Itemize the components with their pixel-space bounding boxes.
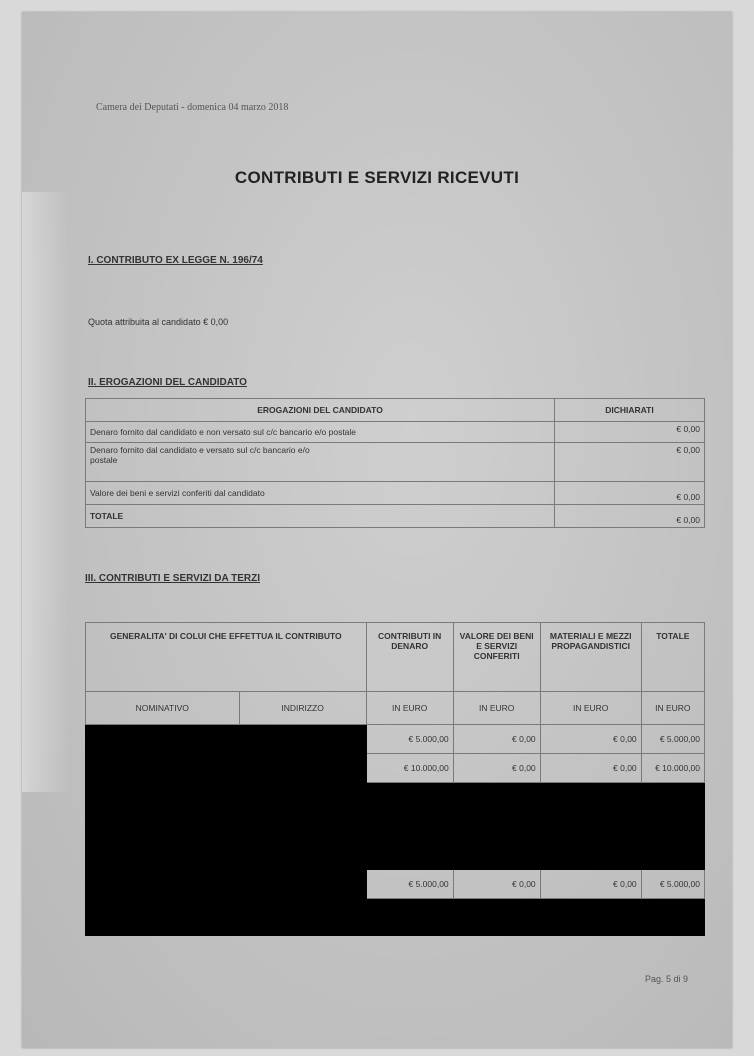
row-value: € 0,00 bbox=[555, 422, 705, 443]
row-label: Denaro fornito dal candidato e versato sul c/c bancario e/o postale bbox=[86, 443, 555, 482]
erogazioni-col-header: EROGAZIONI DEL CANDIDATO bbox=[86, 399, 555, 422]
materiali-value: € 0,00 bbox=[540, 754, 641, 783]
table-row bbox=[86, 783, 705, 870]
beni-value: € 0,00 bbox=[453, 754, 540, 783]
unit-label: IN EURO bbox=[540, 692, 641, 725]
total-value: € 0,00 bbox=[555, 505, 705, 528]
row-label: Valore dei beni e servizi conferiti dal candidato bbox=[86, 482, 555, 505]
page-number: Pag. 5 di 9 bbox=[644, 974, 688, 984]
denaro-value: € 10.000,00 bbox=[366, 754, 453, 783]
document-page bbox=[22, 12, 732, 1048]
row-value: € 0,00 bbox=[555, 443, 705, 482]
table-row bbox=[86, 725, 705, 754]
section-2-heading: II. EROGAZIONI DEL CANDIDATO bbox=[88, 377, 247, 388]
total-label: TOTALE bbox=[86, 505, 555, 528]
redacted-block bbox=[86, 870, 367, 899]
page-header: Camera dei Deputati - domenica 04 marzo 2018 bbox=[96, 102, 289, 113]
materiali-value: € 0,00 bbox=[540, 725, 641, 754]
row-value: € 0,00 bbox=[555, 482, 705, 505]
row-label: Denaro fornito dal candidato e non versato sul c/c bancario e/o postale bbox=[86, 422, 555, 443]
redacted-block bbox=[86, 899, 705, 936]
materiali-value: € 0,00 bbox=[540, 870, 641, 899]
unit-label: IN EURO bbox=[453, 692, 540, 725]
nominativo-header: NOMINATIVO bbox=[86, 692, 240, 725]
unit-label: IN EURO bbox=[641, 692, 704, 725]
denaro-value: € 5.000,00 bbox=[366, 870, 453, 899]
terzi-table bbox=[85, 622, 705, 936]
table-row bbox=[86, 482, 705, 505]
totale-value: € 5.000,00 bbox=[641, 870, 704, 899]
beni-value: € 0,00 bbox=[453, 725, 540, 754]
totale-value: € 10.000,00 bbox=[641, 754, 704, 783]
table-row bbox=[86, 754, 705, 783]
table-row bbox=[86, 422, 705, 443]
section-1-heading: I. CONTRIBUTO EX LEGGE N. 196/74 bbox=[88, 255, 263, 266]
beni-header: VALORE DEI BENI E SERVIZI CONFERITI bbox=[453, 623, 540, 692]
materiali-header: MATERIALI E MEZZI PROPAGANDISTICI bbox=[540, 623, 641, 692]
erogazioni-table bbox=[85, 398, 705, 528]
redacted-block bbox=[86, 754, 367, 783]
totale-value: € 5.000,00 bbox=[641, 725, 704, 754]
table-row bbox=[86, 870, 705, 899]
unit-label: IN EURO bbox=[366, 692, 453, 725]
page-title: CONTRIBUTI E SERVIZI RICEVUTI bbox=[234, 168, 520, 187]
totale-header: TOTALE bbox=[641, 623, 704, 692]
redacted-block bbox=[86, 783, 705, 870]
table-row bbox=[86, 443, 705, 482]
quota-text: Quota attribuita al candidato € 0,00 bbox=[88, 317, 229, 327]
table-row bbox=[86, 505, 705, 528]
dichiarati-col-header: DICHIARATI bbox=[555, 399, 705, 422]
generalita-header: GENERALITA' DI COLUI CHE EFFETTUA IL CONTRIBUTO bbox=[86, 623, 367, 692]
section-3-heading: III. CONTRIBUTI E SERVIZI DA TERZI bbox=[85, 573, 261, 584]
denaro-header: CONTRIBUTI IN DENARO bbox=[366, 623, 453, 692]
beni-value: € 0,00 bbox=[453, 870, 540, 899]
redacted-block bbox=[86, 725, 367, 754]
indirizzo-header: INDIRIZZO bbox=[239, 692, 366, 725]
table-row bbox=[86, 899, 705, 936]
denaro-value: € 5.000,00 bbox=[366, 725, 453, 754]
